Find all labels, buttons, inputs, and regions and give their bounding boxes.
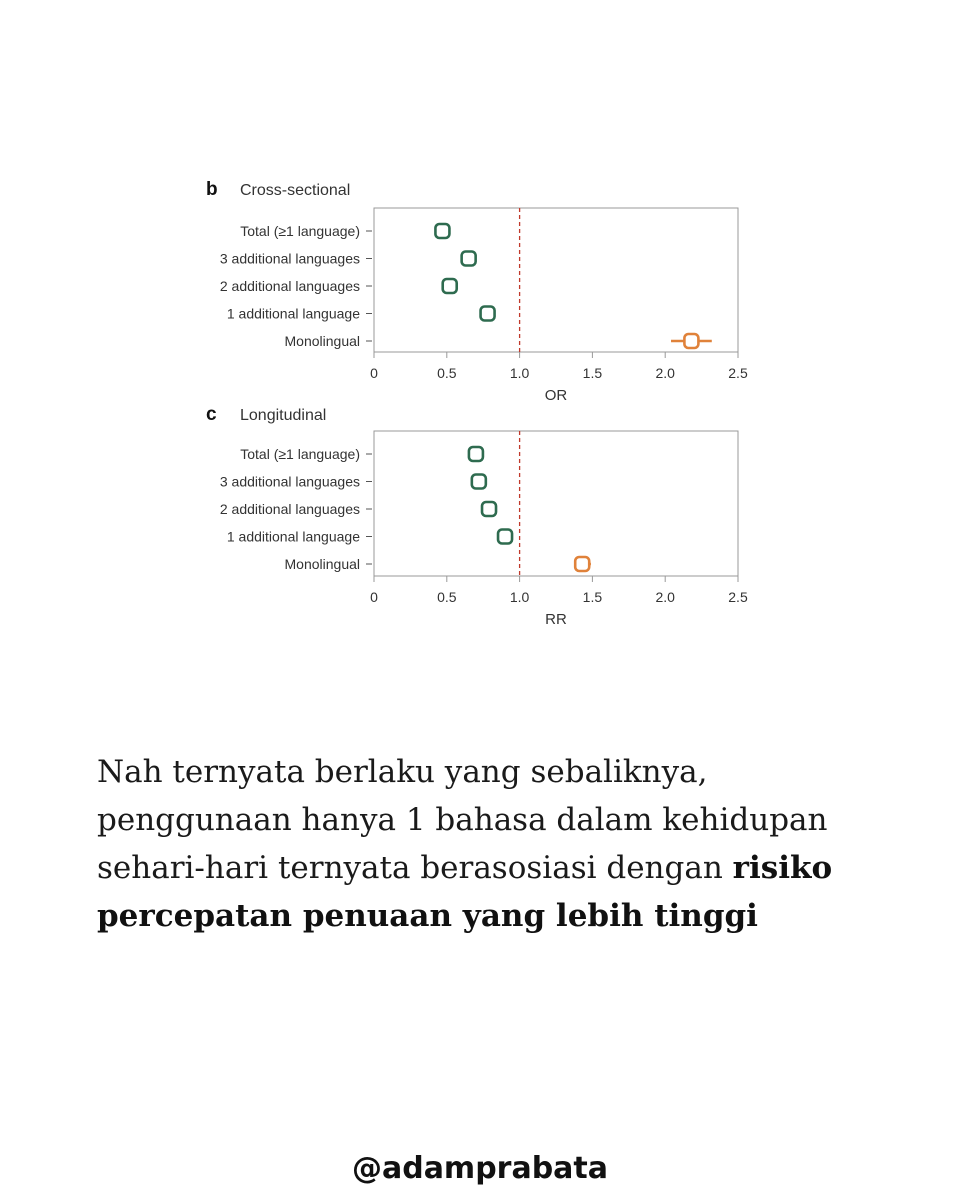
point-estimate	[684, 334, 698, 348]
x-tick-label: 1.5	[582, 365, 603, 381]
point-estimate	[498, 530, 512, 544]
panel-title: Longitudinal	[240, 407, 327, 424]
x-axis-title: RR	[545, 611, 567, 628]
x-tick-label: 2.5	[728, 365, 748, 381]
row-label: 1 additional language	[226, 528, 360, 545]
panel-letter-b: b	[206, 179, 218, 200]
caption-emphasis: risiko percepatan penuaan yang lebih tinggi	[97, 850, 833, 934]
row-label: 1 additional language	[226, 305, 360, 322]
panel-letter-c: c	[206, 404, 217, 425]
point-estimate	[443, 279, 457, 293]
point-estimate	[435, 224, 449, 238]
x-tick-label: 0.5	[437, 589, 457, 605]
x-tick-label: 0.5	[437, 365, 457, 381]
x-tick-label: 2.0	[655, 589, 675, 605]
x-tick-label: 2.5	[728, 589, 748, 605]
point-estimate	[472, 475, 486, 489]
row-label: 2 additional languages	[219, 501, 360, 517]
caption-normal: Nah ternyata berlaku yang sebaliknya, penggunaan hanya 1 bahasa dalam kehidupan sehari-hari ternyata berasosiasi dengan	[97, 754, 828, 886]
panel-title: Cross-sectional	[240, 182, 351, 199]
row-label: Monolingual	[284, 333, 360, 349]
row-label: Monolingual	[284, 556, 360, 572]
caption-text	[97, 748, 857, 940]
x-tick-label: 0	[370, 589, 378, 605]
row-label: 3 additional languages	[219, 473, 360, 490]
row-label: 3 additional languages	[219, 250, 360, 267]
x-axis-title: OR	[544, 387, 568, 404]
row-label: Total (≥1 language)	[240, 223, 360, 239]
x-tick-label: 2.0	[655, 365, 675, 381]
row-label: 2 additional languages	[219, 278, 360, 294]
plot-frame	[374, 431, 738, 576]
x-tick-label: 0	[370, 365, 378, 381]
point-estimate	[469, 447, 483, 461]
row-label: Total (≥1 language)	[240, 446, 360, 462]
point-estimate	[482, 502, 496, 516]
plot-frame	[374, 208, 738, 352]
x-tick-label: 1.0	[509, 365, 530, 381]
author-handle: @adamprabata	[351, 1151, 609, 1186]
x-tick-label: 1.5	[582, 589, 603, 605]
point-estimate	[462, 252, 476, 266]
point-estimate	[481, 307, 495, 321]
point-estimate	[575, 557, 589, 571]
x-tick-label: 1.0	[509, 589, 530, 605]
